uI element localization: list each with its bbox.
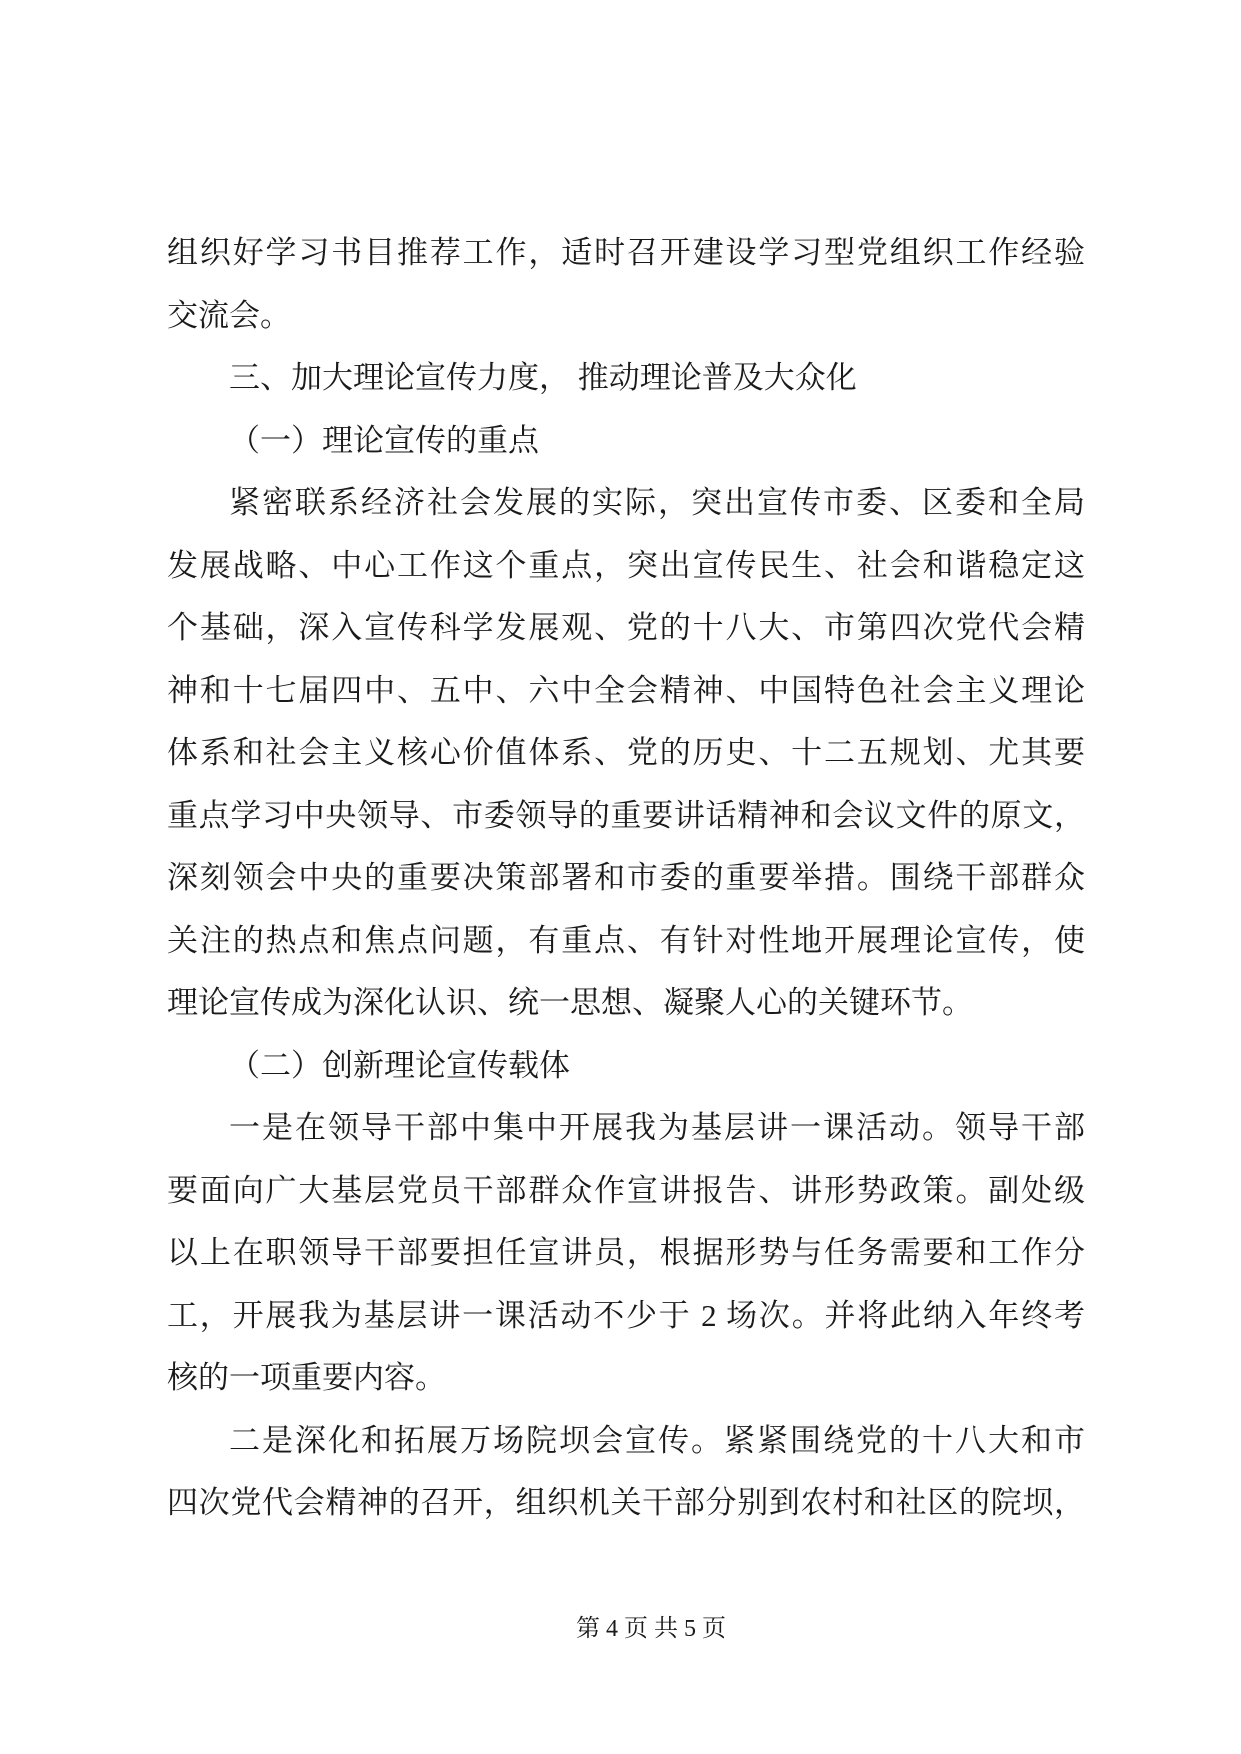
text-line: 组织好学习书目推荐工作，适时召开建设学习型党组织工作经验 [167,235,1085,270]
page-footer: 第 4 页 共 5 页 [576,1616,726,1642]
text-line: 交流会。 [167,297,291,333]
text-line: 重点学习中央领导、市委领导的重要讲话精神和会议文件的原文， [167,797,1085,833]
text-line: 理论宣传成为深化认识、统一思想、凝聚人心的关键环节。 [167,985,973,1020]
text-line: 紧密联系经济社会发展的实际，突出宣传市委、区委和全局 [229,485,1085,520]
text-line: 发展战略、中心工作这个重点，突出宣传民生、社会和谐稳定这 [167,547,1085,583]
body-text [167,222,1085,1535]
text-line: 二是深化和拓展万场院坝会宣传。紧紧围绕党的十八大和市 [229,1422,1085,1458]
text-line: （二）创新理论宣传载体 [229,1047,570,1083]
text-line: 一是在领导干部中集中开展我为基层讲一课活动。领导干部 [229,1110,1085,1145]
text-line: 要面向广大基层党员干部群众作宣讲报告、讲形势政策。副处级 [167,1172,1085,1208]
text-line: 关注的热点和焦点问题，有重点、有针对性地开展理论宣传，使 [167,922,1085,958]
text-line: 深刻领会中央的重要决策部署和市委的重要举措。围绕干部群众 [167,860,1085,895]
text-line: 以上在职领导干部要担任宣讲员，根据形势与任务需要和工作分 [167,1235,1085,1270]
text-line: 三、加大理论宣传力度， 推动理论普及大众化 [229,360,857,395]
text-line: 核的一项重要内容。 [167,1360,446,1395]
text-line: 神和十七届四中、五中、六中全会精神、中国特色社会主义理论 [167,672,1085,708]
text-line: 个基础，深入宣传科学发展观、党的十八大、市第四次党代会精 [167,610,1085,645]
text-line: 工，开展我为基层讲一课活动不少于 2 场次。并将此纳入年终考 [167,1297,1085,1333]
text-line: （一）理论宣传的重点 [229,422,539,458]
text-line: 四次党代会精神的召开，组织机关干部分别到农村和社区的院坝， [167,1485,1085,1520]
text-line: 体系和社会主义核心价值体系、党的历史、十二五规划、尤其要 [167,735,1085,770]
